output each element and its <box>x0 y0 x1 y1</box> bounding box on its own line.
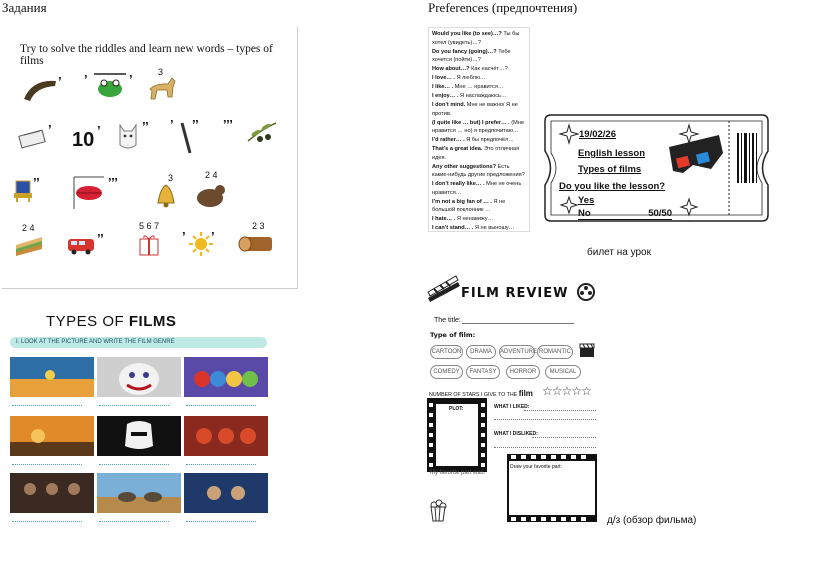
answer-line[interactable] <box>186 459 256 465</box>
liked-line[interactable] <box>494 419 596 420</box>
star-3-icon[interactable]: ☆ <box>561 384 572 398</box>
types-of-films-title: TYPES OF FILMS <box>46 313 177 330</box>
film-still-horror <box>97 357 181 397</box>
frog-icon <box>92 71 128 101</box>
cat-icon <box>114 119 142 153</box>
phrase-russian: Я бы предпочёл… <box>464 137 514 143</box>
rebus-mark: ’ <box>58 74 62 89</box>
film-review-title: FILM REVIEW <box>461 286 569 301</box>
star-rating[interactable] <box>542 384 591 398</box>
sandwich-icon <box>14 233 44 257</box>
ticket-question: Do you like the lesson? <box>559 181 666 192</box>
horse-icon <box>146 75 178 103</box>
genre-romantic[interactable]: ROMANTIC <box>537 345 573 359</box>
phrase-english: I don’t really like… . <box>432 181 485 187</box>
shredder-icon <box>16 125 50 151</box>
genre-drama[interactable]: DRAMA <box>466 345 496 359</box>
olive-branch-icon <box>246 119 278 147</box>
phrase-item <box>432 83 526 92</box>
preferences-heading: Preferences (предпочтения) <box>428 0 578 15</box>
answer-line[interactable] <box>99 459 169 465</box>
phrase-item <box>432 163 526 180</box>
liked-line[interactable] <box>524 410 596 411</box>
phrase-english: I enjoy… . <box>432 93 459 99</box>
film-reel-icon <box>576 282 596 302</box>
rebus-mark: ’ <box>129 72 133 87</box>
phrase-russian: Мне … нравится… <box>453 84 504 90</box>
gift-icon <box>138 231 160 257</box>
draw-label: Draw your favorite part: <box>510 464 562 470</box>
genre-fantasy[interactable]: FANTASY <box>466 365 500 379</box>
disliked-line[interactable] <box>494 447 596 448</box>
phrase-russian: (Мне нравится … но) я предпочитаю… <box>432 119 524 134</box>
phrase-english: I can’t stand… . <box>432 225 474 231</box>
phrase-russian: Я ненавижу… <box>455 216 494 222</box>
ticket-yes: Yes <box>578 195 595 206</box>
phrase-item <box>432 101 526 118</box>
phrase-item <box>432 74 526 83</box>
phrase-english: That’s a great idea. <box>432 146 483 152</box>
homework-caption: д/з (обзор фильма) <box>607 515 697 526</box>
phrase-russian: Тебе хочется (пойти)…? <box>432 48 511 63</box>
genre-musical[interactable]: MUSICAL <box>545 365 581 379</box>
throne-icon <box>12 179 34 203</box>
genre-cartoon[interactable]: CARTOON <box>430 345 463 359</box>
phrase-item <box>432 145 526 162</box>
rebus-number: 3 <box>168 173 174 183</box>
types-of-films-worksheet <box>6 310 268 525</box>
phrase-russian: Ты бы хотел (увидеть)…? <box>432 31 520 46</box>
phrase-english: I’m not a big fan of … . <box>432 198 492 205</box>
film-still-cartoon <box>184 357 268 397</box>
genre-comedy[interactable]: COMEDY <box>430 365 463 379</box>
phrase-item <box>432 30 526 47</box>
rebus-number: 5 6 7 <box>139 221 160 231</box>
rebus-number: 3 <box>158 67 164 77</box>
film-still-documentary <box>97 473 181 513</box>
answer-line[interactable] <box>12 400 82 406</box>
plot-label: PLOT: <box>449 406 464 412</box>
phrase-item <box>432 136 526 145</box>
phrase-russian: Мне не очень нравится… <box>432 181 522 196</box>
star-4-icon[interactable]: ☆ <box>571 384 582 398</box>
phrase-russian: Это отличная идея. <box>432 146 520 161</box>
ticket-lesson: English lesson <box>578 148 646 159</box>
ticket-no-line <box>578 208 672 220</box>
film-still-fantasy <box>184 473 268 513</box>
answer-line[interactable] <box>12 516 82 522</box>
phrase-english: Would you like (to see)…? <box>432 31 502 37</box>
phrase-english: I’d rather… . <box>432 137 465 143</box>
phrase-english: I love… . <box>432 75 456 81</box>
phrase-english: (I quite like … but) I prefer… . <box>432 119 510 126</box>
horn-icon <box>22 77 58 103</box>
rebus-mark: ’’ <box>33 175 40 190</box>
rebus-mark: ’’’ <box>223 117 233 132</box>
rebus-number: 2 4 <box>205 170 218 180</box>
phrase-english: Do you fancy (going)…? <box>432 48 497 55</box>
lesson-ticket <box>541 113 772 223</box>
preferences-phrases-list <box>428 27 530 232</box>
film-still-thriller <box>10 473 94 513</box>
answer-line[interactable] <box>186 400 256 406</box>
films-instruction: I. LOOK AT THE PICTURE AND WRITE THE FILM GENRE <box>10 337 267 348</box>
genre-horror[interactable]: HORROR <box>506 365 540 379</box>
phrase-russian: Я люблю… <box>455 75 486 81</box>
answer-line[interactable] <box>186 516 256 522</box>
film-review-worksheet <box>424 267 606 527</box>
phrase-item <box>432 198 526 215</box>
genre-adventure[interactable]: ADVENTURE <box>499 345 535 359</box>
liked-label: WHAT I LIKED: <box>494 404 530 410</box>
rebus-mark: ’ <box>170 117 174 132</box>
type-of-film-label: Type of film: <box>430 331 476 339</box>
tasks-heading: Задания <box>2 0 47 15</box>
rebus-mark: ’ <box>48 122 52 137</box>
ticket-no: No <box>578 208 591 219</box>
rebus-mark: ’’ <box>142 119 149 134</box>
phrase-russian: Я не выношу… <box>473 225 515 231</box>
riddles-worksheet <box>2 27 298 289</box>
film-still-war <box>10 416 94 456</box>
stars-label: NUMBER OF STARS I GIVE TO THE film <box>429 389 533 398</box>
phrase-russian: Я не большой поклонник … <box>432 198 506 213</box>
rebus-number-ten: 10 <box>72 129 95 151</box>
answer-line[interactable] <box>99 400 169 406</box>
phrase-russian: Мне не важно/ Я не против. <box>432 102 518 117</box>
ticket-score: 50/50 <box>648 208 672 219</box>
rebus-number: 2 3 <box>252 221 265 231</box>
rebus-mark: ’’’ <box>108 175 118 190</box>
rebus-number: 2 4 <box>22 223 35 233</box>
phrase-item <box>432 180 526 197</box>
rebus-mark: ’ <box>211 229 215 244</box>
ticket-topic: Types of films <box>578 164 642 175</box>
disliked-line[interactable] <box>532 437 596 438</box>
phrase-item <box>432 48 526 65</box>
rebus-mark: ’’ <box>97 231 104 246</box>
popcorn-icon <box>428 499 448 523</box>
clapperboard-icon <box>426 272 462 304</box>
star-2-icon[interactable]: ☆ <box>551 384 562 398</box>
rebus-mark: ’ <box>97 123 101 138</box>
phrase-english: Any other suggestions? <box>432 163 497 170</box>
answer-line[interactable] <box>12 459 82 465</box>
phrase-english: I like… . <box>432 84 454 90</box>
riddles-title: Try to solve the riddles and learn new words – types of films <box>20 43 273 67</box>
phrase-item <box>432 65 526 74</box>
disliked-label: WHAT I DISLIKED: <box>494 431 538 437</box>
film-still-science-fiction <box>97 416 181 456</box>
log-icon <box>236 233 276 255</box>
phrase-item <box>432 92 526 101</box>
clapper-icon <box>578 341 596 359</box>
lips-icon <box>72 175 106 211</box>
bell-icon <box>152 181 180 209</box>
rebus-mark: ’’ <box>192 117 199 132</box>
ticket-caption: билет на урок <box>587 247 651 258</box>
phrase-english: How about…? <box>432 66 470 72</box>
phrase-russian: Я наслаждаюсь… <box>458 93 507 99</box>
phrase-english: I hate… . <box>432 216 456 222</box>
bus-icon <box>66 235 98 257</box>
answer-line[interactable] <box>99 516 169 522</box>
film-still-musical <box>10 357 94 397</box>
rebus-mark: ’ <box>182 229 186 244</box>
bear-icon <box>194 179 226 209</box>
phrase-item <box>432 215 526 224</box>
phrase-english: I don’t mind. <box>432 102 466 108</box>
star-5-icon[interactable]: ☆ <box>581 384 591 398</box>
title-label: The title: <box>434 317 461 324</box>
phrase-item <box>432 119 526 136</box>
phrase-russian: Есть какие-нибудь другие предложения? <box>432 163 525 178</box>
phrase-russian: Как насчёт…? <box>469 66 508 72</box>
star-1-icon[interactable]: ☆ <box>542 384 552 398</box>
favorite-label: My favorite part was: <box>430 470 486 476</box>
film-still-action <box>184 416 268 456</box>
phrase-item <box>432 224 526 233</box>
rebus-mark: ’ <box>84 72 88 87</box>
ticket-date: 19/02/26 <box>579 129 616 140</box>
title-field[interactable] <box>462 323 574 324</box>
